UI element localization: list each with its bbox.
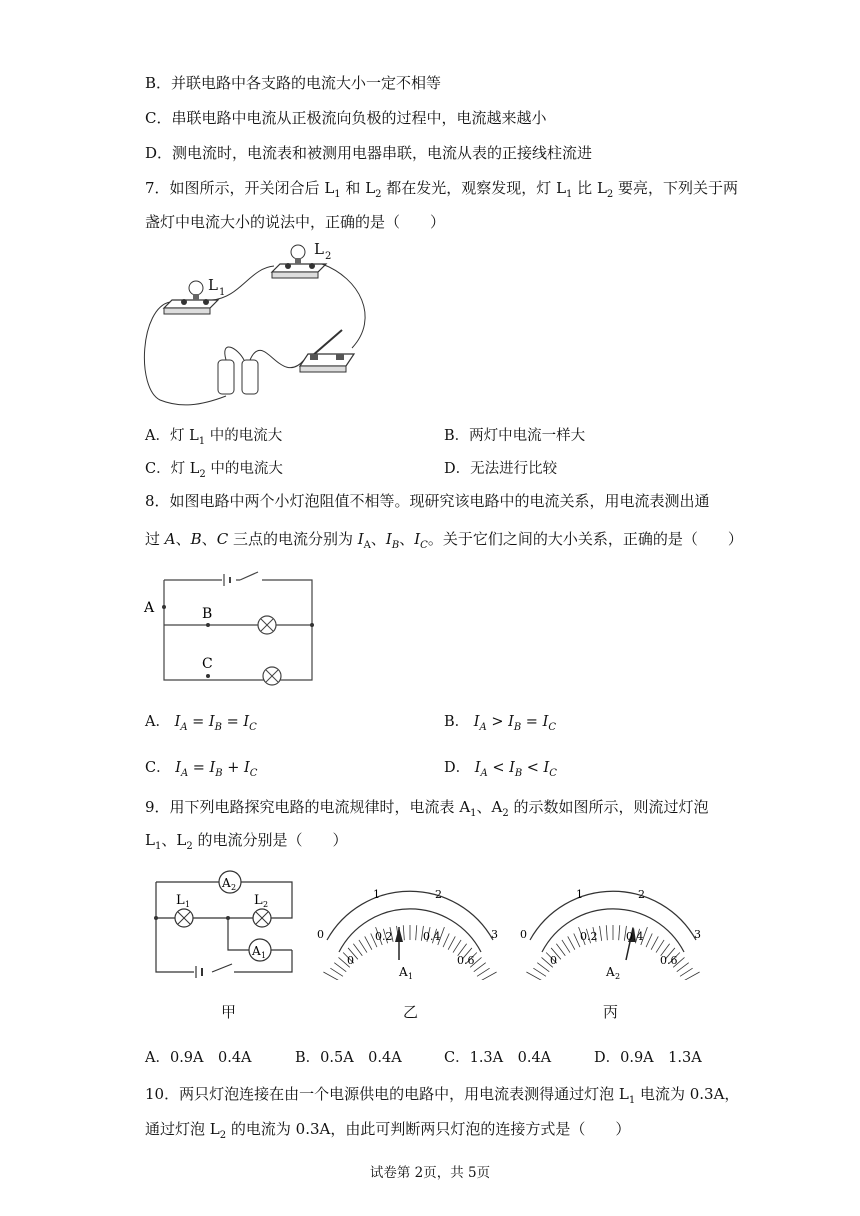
meter-tick — [619, 925, 620, 940]
q8-stem-line1: 8．如图电路中两个小灯泡阻值不相等。现研究该电路中的电流关系，用电流表测出通 — [145, 492, 710, 510]
q9-bing-mark-3: 3 — [694, 928, 701, 941]
q7-fig-l1-sub: 1 — [219, 287, 226, 298]
q9-yi-mark-2: 2 — [435, 888, 442, 901]
prev-option-b: B．并联电路中各支路的电流大小一定不相等 — [145, 74, 442, 92]
q9-bing-meter-letter: A — [606, 965, 615, 979]
q9-fig-a2-sub: 2 — [231, 883, 237, 892]
meter-tick — [568, 936, 575, 949]
meter-tick — [334, 963, 346, 972]
meter-tick — [656, 940, 664, 953]
q9-bing-mark-02: 0.2 — [580, 930, 598, 943]
q8-option-d[interactable]: D． $I_A < I_B < I_C$ — [444, 760, 557, 779]
q10-stem-line2: 通过灯泡 $L_2$ 的电流为 0.3A，由此可判断两只灯泡的连接方式是（ ） — [145, 1120, 631, 1141]
q9-yi-mark-06: 0.6 — [457, 954, 475, 967]
q8-option-b[interactable]: B． $I_A > I_B = I_C$ — [444, 714, 556, 733]
meter-tick — [403, 925, 404, 940]
q9-bing-mark-0: 0 — [520, 928, 527, 941]
q9-fig-l1-letter: L — [176, 893, 185, 908]
q9-stem-line1: 9．用下列电路探究电路的电流规律时，电流表 $A_1$、$A_2$ 的示数如图所示，则流过灯泡 — [145, 798, 709, 819]
meter-tick — [365, 936, 372, 949]
q9-yi-mark-0: 0 — [317, 928, 324, 941]
q9-bing-mark-2: 2 — [638, 888, 645, 901]
q7-circuit-figure — [140, 238, 380, 414]
q9-bing-mark-06: 0.6 — [660, 954, 678, 967]
meter-tick — [359, 940, 367, 953]
meter-tick — [651, 936, 658, 949]
q9-yi-mark-1: 1 — [373, 888, 380, 901]
q9-option-b[interactable]: B．0.5A 0.4A — [295, 1050, 402, 1066]
q9-stem-line2: $L_1$、$L_2$ 的电流分别是（ ） — [145, 831, 348, 852]
q9-yi-mark-04: 0.4 — [423, 930, 441, 943]
q9-fig-a1-letter: A — [252, 944, 261, 958]
q7-stem-line2: 盏灯中电流大小的说法中，正确的是（ ） — [145, 213, 446, 231]
q7-stem-line1: 7．如图所示，开关闭合后 $L_1$ 和 $L_2$ 都在发光，观察发现，灯 $L_1$ 比 $L_2$ 要亮，下列关于两 — [145, 179, 739, 200]
meter-tick — [330, 968, 343, 976]
q9-yi-meter-letter: A — [399, 965, 408, 979]
meter-tick — [416, 925, 417, 940]
meter-tick — [680, 968, 693, 976]
meter-tick — [537, 963, 549, 972]
q9-bing-mark-04: 0.4 — [626, 930, 644, 943]
q9-fig-l2-sub: 2 — [263, 900, 269, 909]
meter-tick — [474, 963, 486, 972]
meter-tick — [562, 940, 570, 953]
q9-bing-mark-1: 1 — [576, 888, 583, 901]
meter-tick — [453, 940, 461, 953]
q7-option-d[interactable]: D．无法进行比较 — [444, 461, 558, 477]
q7-option-b[interactable]: B．两灯中电流一样大 — [444, 428, 586, 444]
q9-fig-l2-letter: L — [254, 893, 263, 908]
meter-tick — [600, 926, 602, 941]
q9-yi-meter-sub: 1 — [408, 972, 414, 980]
q8-stem-line2: 过 A、B、C 三点的电流分别为 $I_A$、$I_B$、$I_C$。关于它们之间的大小关系，正确的是（ ） — [145, 530, 743, 551]
q9-fig-a2-letter: A — [222, 876, 231, 890]
q7-option-c[interactable]: C．灯 $L_2$ 中的电流大 — [145, 461, 283, 480]
q9-option-a[interactable]: A．0.9A 0.4A — [145, 1050, 252, 1066]
q8-circuit-figure — [140, 570, 325, 695]
q9-fig-yi-caption: 乙 — [403, 1003, 419, 1021]
q9-fig-jia-caption: 甲 — [221, 1003, 237, 1021]
page-footer: 试卷第 2页，共 5页 — [369, 1165, 491, 1181]
meter-tick — [606, 925, 607, 940]
q8-option-c[interactable]: C． $I_A = I_B + I_C$ — [145, 760, 258, 779]
meter-tick — [533, 968, 546, 976]
q7-fig-l2-sub: 2 — [325, 251, 332, 262]
q9-meter-yi — [315, 880, 505, 980]
q8-fig-a-label: A — [144, 600, 155, 616]
q9-fig-a1-sub: 1 — [261, 951, 267, 960]
q8-option-a[interactable]: A． $I_A = I_B = I_C$ — [145, 714, 257, 733]
q7-fig-l2-label: L — [314, 240, 324, 258]
q9-option-c[interactable]: C．1.3A 0.4A — [444, 1050, 552, 1066]
meter-tick — [443, 933, 449, 947]
q9-option-d[interactable]: D．0.9A 1.3A — [594, 1050, 702, 1066]
q9-fig-l1-sub: 1 — [185, 900, 191, 909]
q9-circuit-jia — [150, 868, 300, 978]
meter-tick — [677, 963, 689, 972]
q9-meter-bing — [518, 880, 708, 980]
meter-tick — [448, 936, 455, 949]
q7-option-a[interactable]: A．灯 $L_1$ 中的电流大 — [145, 428, 283, 447]
q9-fig-bing-caption: 丙 — [603, 1003, 619, 1021]
q8-fig-b-label: B — [202, 606, 213, 622]
q8-fig-c-label: C — [202, 656, 213, 672]
q7-fig-l1-label: L — [208, 276, 218, 294]
meter-tick — [353, 944, 362, 956]
meter-tick — [646, 933, 652, 947]
q9-yi-mark-3: 3 — [491, 928, 498, 941]
q9-yi-mark-02: 0.2 — [375, 930, 393, 943]
q9-bing-meter-sub: 2 — [615, 972, 621, 980]
prev-option-c: C．串联电路中电流从正极流向负极的过程中，电流越来越小 — [145, 109, 547, 127]
q9-bing-mark-0b: 0 — [550, 954, 557, 967]
meter-tick — [556, 944, 565, 956]
q10-stem-line1: 10．两只灯泡连接在由一个电源供电的电路中，用电流表测得通过灯泡 $L_1$ 电流为 0.3A， — [145, 1085, 740, 1106]
q9-yi-mark-0b: 0 — [347, 954, 354, 967]
meter-tick — [477, 968, 490, 976]
prev-option-d: D．测电流时，电流表和被测用电器串联，电流从表的正接线柱流进 — [145, 144, 593, 162]
